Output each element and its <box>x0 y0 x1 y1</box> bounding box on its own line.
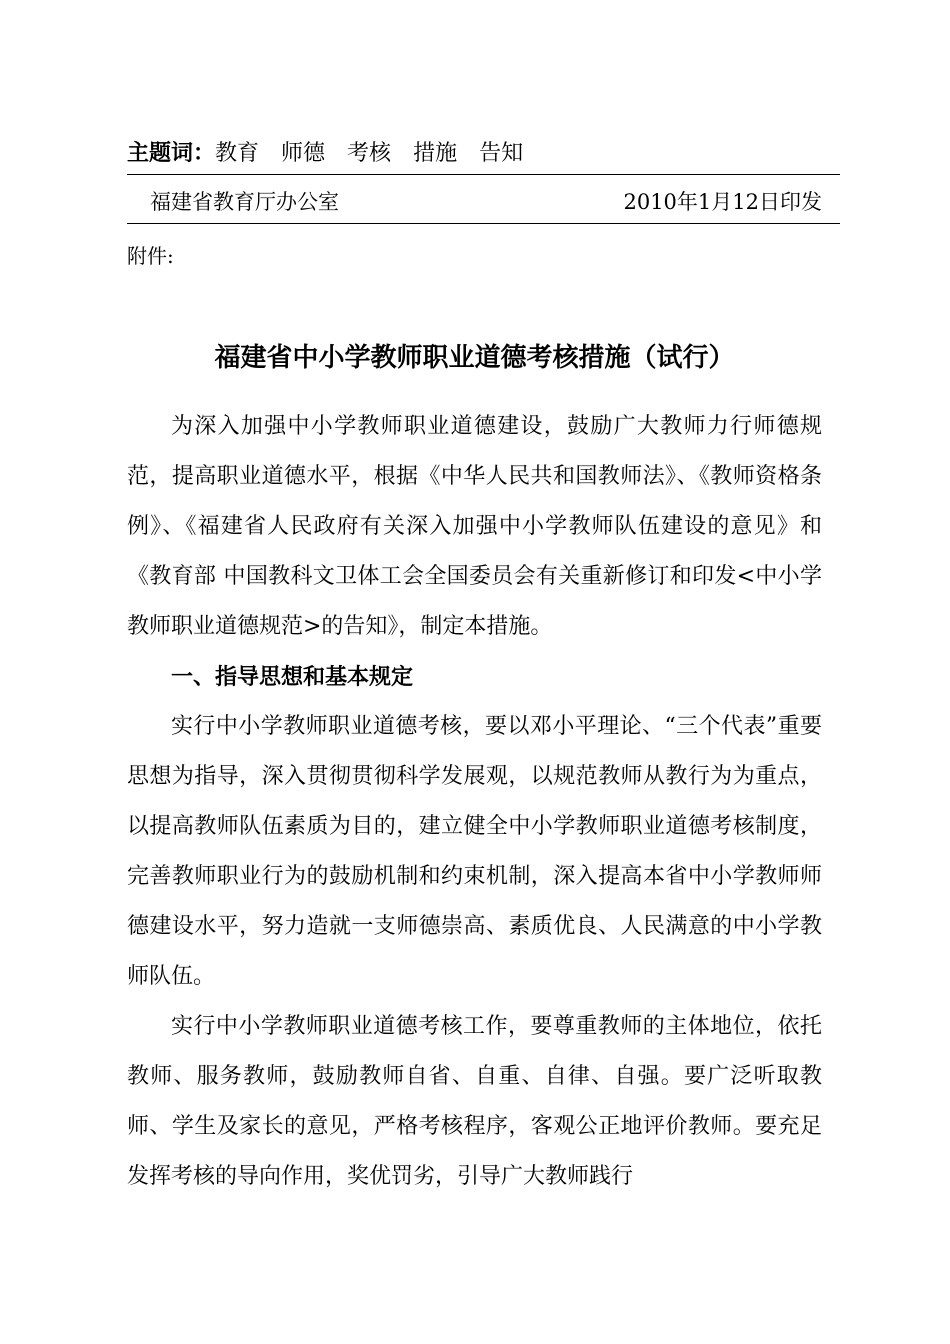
document-title: 福建省中小学教师职业道德考核措施（试行） <box>214 343 735 373</box>
intro-paragraph: 为深入加强中小学教师职业道德建设，鼓励广大教师力行师德规范，提高职业道德水平，根据《中华人民共和国教师法》、《教师资格条例》、《福建省人民政府有关深入加强中小学教师队伍建设的意见》和《教育部 中国教科文卫体工会全国委员会有关重新修订和印发<中小学教师职业道德规范>的告知》，制定本措施。 <box>127 414 822 639</box>
attachment-label: 附件: <box>127 244 174 268</box>
issuing-office: 福建省教育厅办公室 <box>150 190 339 214</box>
subject-label: 主题词： <box>127 141 216 166</box>
subject-keyword: 考核 <box>347 141 392 166</box>
issue-date: 2010年1月12日印发 <box>623 190 822 214</box>
section-heading: 一、指导思想和基本规定 <box>171 665 414 690</box>
subject-keywords <box>127 136 545 167</box>
subject-keyword: 教育 <box>215 141 260 166</box>
issuer-row <box>150 186 822 216</box>
body-paragraph: 实行中小学教师职业道德考核工作，要尊重教师的主体地位，依托教师、服务教师，鼓励教师自省、自重、自律、自强。要广泛听取教师、学生及家长的意见，严格考核程序，客观公正地评价教师。要充足发挥考核的导向作用，奖优罚劣，引导广大教师践行 <box>127 1014 822 1189</box>
top-rule <box>127 174 840 175</box>
subject-keyword: 措施 <box>413 141 458 166</box>
body-paragraph: 实行中小学教师职业道德考核，要以邓小平理论、“三个代表”重要思想为指导，深入贯彻贯彻科学发展观，以规范教师从教行为为重点，以提高教师队伍素质为目的，建立健全中小学教师职业道德考核制度，完善教师职业行为的鼓励机制和约束机制，深入提高本省中小学教师师德建设水平，努力造就一支师德崇高、素质优良、人民满意的中小学教师队伍。 <box>127 714 822 989</box>
bottom-rule <box>127 223 840 224</box>
subject-keyword: 师德 <box>281 141 326 166</box>
subject-keyword: 告知 <box>479 141 524 166</box>
